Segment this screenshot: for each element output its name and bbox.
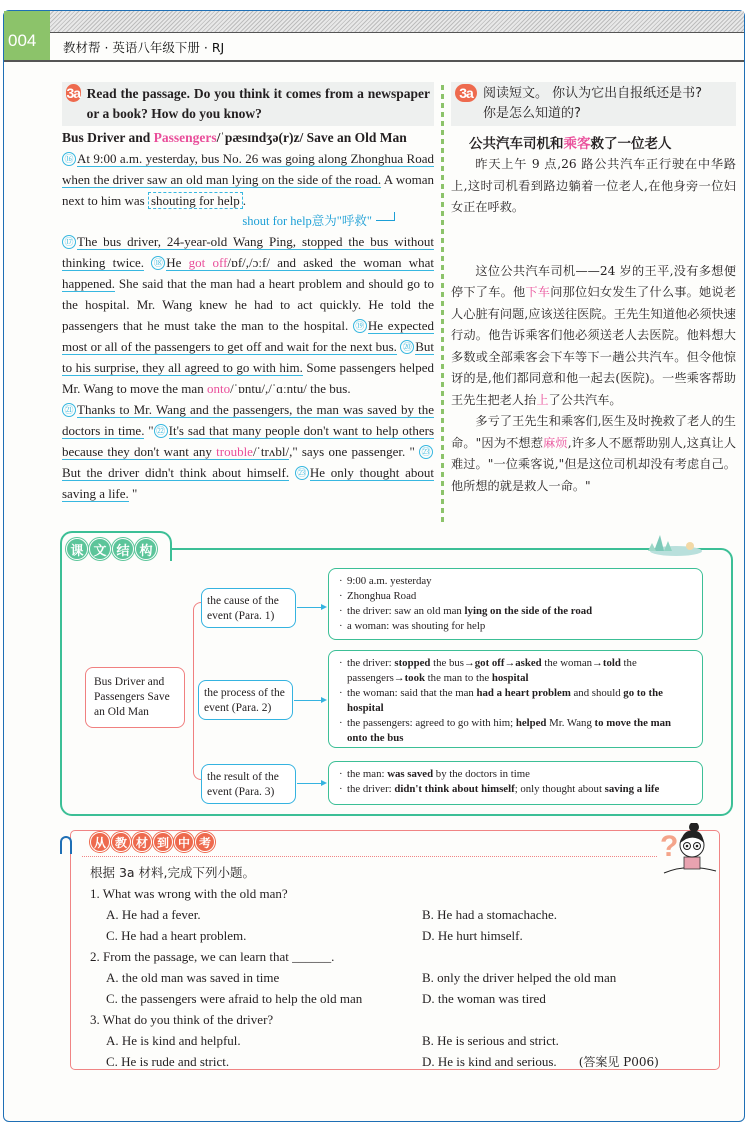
detail-bullet — [339, 716, 692, 746]
option-d — [422, 1051, 722, 1073]
title-char: 到 — [153, 832, 173, 852]
sentence-number: ⑯ — [62, 152, 76, 166]
text: → — [504, 657, 516, 669]
question-mark-icon: ? — [660, 830, 679, 863]
text: the driver: saw an old man — [347, 605, 465, 617]
text: Mr. Wang — [546, 717, 595, 729]
zh-paragraph-2 — [451, 261, 736, 412]
branch-result-details — [328, 761, 703, 805]
vocab-highlight: 乘客 — [563, 136, 591, 152]
structure-root-node: Bus Driver and Passengers Save an Old Man — [85, 667, 185, 728]
question-2-options — [90, 967, 710, 1009]
page-number: 004 — [4, 11, 50, 61]
sentence-23a: But the driver didn't think about himself. — [62, 465, 290, 480]
text: by the doctors in time — [433, 768, 530, 780]
question-1-options — [90, 904, 710, 946]
scenery-decoration-icon — [646, 533, 702, 557]
phonetic: /ˈɒntu/,/ˈɑːntu/ — [230, 381, 307, 396]
text: He — [166, 255, 189, 270]
sentence-19: He expected most or all of the passengers to get off and wait for the next bus. — [62, 318, 434, 354]
text: ,许多人不愿帮助别人,这真让人难过。"一位乘客说,"但是这位司机却没有考虑自己。他所想的就是救人一命。" — [451, 435, 737, 493]
text: the bus. — [306, 381, 351, 396]
text: . — [242, 193, 247, 208]
title-char: 教 — [111, 832, 131, 852]
instruction-zh — [451, 82, 736, 126]
option-b[interactable]: B. He is serious and strict. — [422, 1033, 559, 1048]
key-phrase: go to the hospital — [347, 687, 663, 714]
arrow-icon — [294, 700, 325, 701]
branch-result: the result of the event (Para. 3) — [201, 764, 296, 804]
text: the bus→ — [430, 657, 475, 669]
instruction-en-text: Read the passage. Do you think it comes from a newspaper or a book? How do you know? — [86, 86, 430, 121]
quiz-body — [90, 862, 710, 1073]
key-phrase: saving a life — [604, 783, 660, 795]
annotation-note — [62, 211, 434, 231]
option-d[interactable]: D. the woman was tired — [422, 991, 546, 1006]
text: a woman: was shouting for help — [347, 620, 486, 632]
vocab-highlight: trouble — [216, 444, 253, 459]
text: Zhonghua Road — [347, 590, 417, 602]
quiz-title — [90, 832, 215, 852]
key-phrase: asked — [515, 657, 542, 669]
title-char: 考 — [195, 832, 215, 852]
zh-paragraph-1: 昨天上午 9 点,26 路公共汽车正行驶在中华路上,这时司机看到路边躺着一位老人,在他身旁一位妇女正在呼救。 — [451, 157, 736, 214]
title-char: 文 — [89, 538, 111, 560]
text: says one passenger. " — [297, 444, 419, 459]
text: 多亏了王先生和乘客们,医生及时挽救了老人的生命。"因为不想惹 — [451, 414, 736, 450]
branch-process: the process of the event (Para. 2) — [198, 680, 293, 720]
boxed-phrase: shouting for help — [148, 192, 243, 209]
question-3-options — [90, 1030, 710, 1073]
text: the driver: — [347, 783, 395, 795]
zh-paragraph-3 — [451, 411, 736, 497]
option-b[interactable]: B. only the driver helped the old man — [422, 970, 617, 985]
question-1: 1. What was wrong with the old man? — [90, 886, 288, 901]
passage-title-zh — [469, 132, 736, 152]
hook-decoration-icon — [60, 836, 72, 854]
key-phrase: hospital — [491, 672, 529, 684]
title-part: Bus Driver and — [62, 130, 154, 145]
detail-bullet — [339, 656, 692, 686]
title-char: 从 — [90, 832, 110, 852]
text: " — [128, 486, 138, 501]
arrow-icon — [297, 607, 325, 608]
sentence-number: ㉑ — [62, 403, 76, 417]
sentence-number: ⑳ — [400, 340, 414, 354]
vocab-highlight: got off — [188, 255, 228, 270]
option-a[interactable]: A. the old man was saved in time — [106, 970, 280, 985]
text: the driver: — [347, 657, 395, 669]
vocab-highlight: 上 — [536, 392, 549, 407]
option-a[interactable]: A. He had a fever. — [106, 907, 201, 922]
text: 公共汽车司机和 — [469, 136, 564, 152]
option-d[interactable]: D. He hurt himself. — [422, 928, 523, 943]
text: and asked the woman what happened. — [62, 255, 434, 291]
answer-reference: (答案见 P006) — [578, 1055, 659, 1069]
text: 问那位妇女发生了什么事。她说老人心脏有问题,应该送往医院。王先生知道他必须快速行动。他告诉乘客们他必须送老人去医院。他料想大多数或全部乘客会下车等下一趟公共汽车。但令他惊讶的是,他们都同意和他一起去(医院)。一些乘客帮助王先生把老人抬 — [451, 285, 737, 407]
text: the passengers→ — [347, 657, 637, 684]
question-2: 2. From the passage, we can learn that ______. — [90, 949, 335, 964]
badge-3a: 3a — [66, 85, 81, 101]
sentence-16: At 9:00 a.m. yesterday, bus No. 26 was going along Zhonghua Road when the driver saw an old man lying on the side of the road. — [62, 151, 434, 187]
instruction-en — [62, 82, 434, 126]
phonetic: /ˈtrʌbl/ — [252, 444, 290, 459]
detail-bullet — [339, 574, 692, 589]
option-d-text[interactable]: D. He is kind and serious. — [422, 1054, 557, 1069]
phonetic: /ɒf/,/ɔːf/ — [227, 255, 270, 270]
text: 你是怎么知道的? — [483, 106, 581, 121]
title-char: 结 — [112, 538, 134, 560]
vocab-highlight: 麻烦 — [543, 435, 568, 450]
title-char: 中 — [174, 832, 194, 852]
branch-cause: the cause of the event (Para. 1) — [201, 588, 296, 628]
key-phrase: helped — [515, 717, 547, 729]
return-arrow-icon — [376, 220, 394, 221]
branch-cause-details — [328, 568, 703, 640]
passage-title-en — [62, 128, 434, 148]
option-a[interactable]: A. He is kind and helpful. — [106, 1033, 241, 1048]
detail-bullet — [339, 782, 692, 797]
detail-bullet — [339, 686, 692, 716]
text: A woman next to him was — [62, 172, 434, 208]
question-3: 3. What do you think of the driver? — [90, 1012, 274, 1027]
badge-3a: 3a — [455, 84, 477, 102]
english-passage-column — [62, 82, 434, 504]
title-highlight: Passengers — [153, 130, 217, 145]
dotted-divider — [82, 856, 657, 857]
text: 9:00 a.m. yesterday — [347, 575, 432, 587]
text: ," — [289, 444, 298, 459]
title-char: 材 — [132, 832, 152, 852]
chinese-translation-column — [451, 82, 736, 497]
option-c[interactable]: C. He is rude and strict. — [106, 1054, 230, 1069]
title-part: Save an Old Man — [303, 130, 407, 145]
sentence-21: Thanks to Mr. Wang and the passengers, the man was saved by the doctors in time. — [62, 402, 434, 438]
branch-process-details — [328, 650, 703, 748]
sentence-number: ⑰ — [62, 235, 76, 249]
option-b[interactable]: B. He had a stomachache. — [422, 907, 558, 922]
detail-bullet — [339, 589, 692, 604]
text: the man: — [347, 768, 388, 780]
arrow-icon — [297, 783, 325, 784]
key-phrase: had a heart problem — [476, 687, 571, 699]
paragraph-2 — [62, 231, 434, 399]
note-text: shout for help意为"呼救" — [242, 214, 372, 228]
sentence-number: ⑱ — [151, 256, 165, 270]
text: 阅读短文。 你认为它出自报纸还是书? — [483, 86, 703, 101]
text: She said that the man had a heart problem and should go to the hospital. Mr. Wang knew he had to act quickly. He told the passengers that he must take the man to the hospital. — [62, 276, 434, 333]
paragraph-3 — [62, 399, 434, 504]
title-char: 构 — [135, 538, 157, 560]
instruction-zh-text — [483, 84, 702, 124]
sentence-number: ㉒ — [154, 424, 168, 438]
column-divider — [441, 85, 444, 525]
detail-bullet — [339, 619, 692, 634]
book-title: 教材帮 · 英语八年级下册 · RJ — [63, 40, 225, 55]
key-phrase: was saved — [387, 768, 434, 780]
text: 这位公共汽车司机——24 岁的王平,没有多想便停下了车。他 — [451, 263, 736, 299]
option-c[interactable]: C. He had a heart problem. — [106, 928, 247, 943]
sentence-number: ㉓ — [419, 445, 433, 459]
text: the woman→ — [541, 657, 603, 669]
key-phrase: to move the man onto the bus — [347, 717, 672, 744]
header-divider — [4, 60, 744, 62]
key-phrase: didn't think about himself — [394, 783, 515, 795]
text: and should — [570, 687, 624, 699]
title-phonetic: /ˈpæsɪndʒə(r)z/ — [216, 130, 304, 145]
title-char: 课 — [66, 538, 88, 560]
key-phrase: got off — [474, 657, 505, 669]
text: the man to the — [424, 672, 492, 684]
key-phrase: lying on the side of the road — [464, 605, 593, 617]
vocab-highlight: 下车 — [525, 285, 551, 299]
text: the passengers: agreed to go with him; — [347, 717, 516, 729]
text: It's sad that many people don't want to help others because they don't want any — [62, 423, 434, 459]
text: Some passengers helped Mr. Wang to move the man — [62, 360, 434, 396]
text: 救了一位老人 — [590, 136, 672, 152]
key-phrase: took — [404, 672, 425, 684]
sentence-23b: He only thought about saving a life. — [62, 465, 434, 501]
sentence-17: The bus driver, 24-year-old Wang Ping, stopped the bus without thinking twice. — [62, 234, 434, 270]
option-c[interactable]: C. the passengers were afraid to help the old man — [106, 991, 363, 1006]
text: ; only thought about — [514, 783, 605, 795]
text: the woman: said that the man — [347, 687, 477, 699]
quiz-intro: 根据 3a 材料,完成下列小题。 — [90, 865, 256, 880]
sentence-number: ⑲ — [353, 319, 367, 333]
paragraph-1 — [62, 148, 434, 211]
sentence-number: ㉓ — [295, 466, 309, 480]
header-stripe — [50, 11, 744, 33]
key-phrase: told — [602, 657, 621, 669]
key-phrase: stopped — [394, 657, 431, 669]
sentence-20: But to his surprise, they all agreed to go with him. — [62, 339, 435, 375]
detail-bullet — [339, 767, 692, 782]
detail-bullet — [339, 604, 692, 619]
text: 了公共汽车。 — [548, 392, 622, 407]
text: " — [144, 423, 154, 438]
vocab-highlight: onto — [206, 381, 231, 396]
structure-title — [66, 538, 157, 560]
